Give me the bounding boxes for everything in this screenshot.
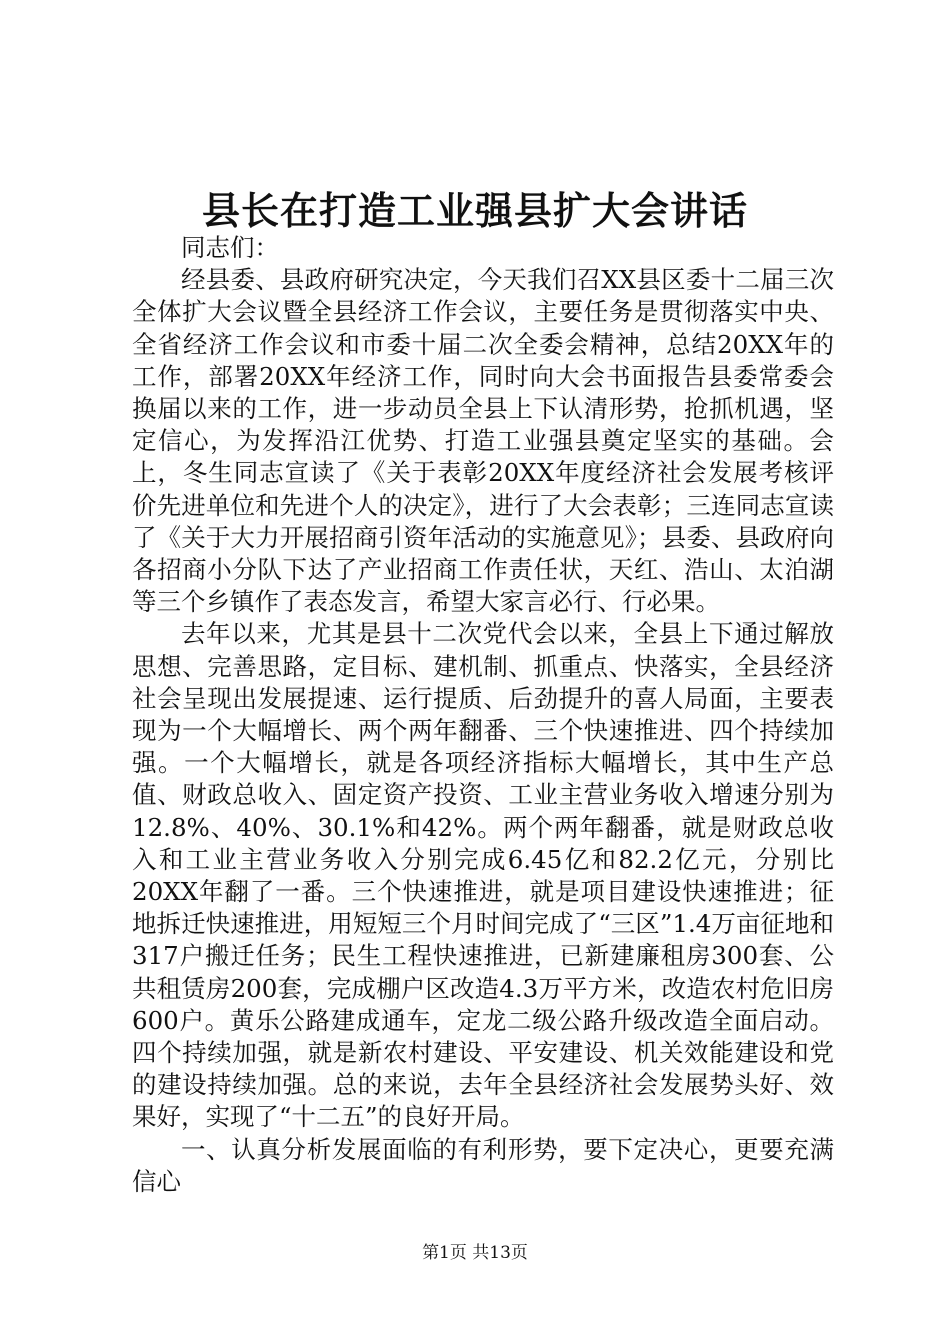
paragraph-2: 去年以来，尤其是县十二次党代会以来，全县上下通过解放思想、完善思路，定目标、建机制、抓重点、快落实，全县经济社会呈现出发展提速、运行提质、后劲提升的喜人局面，主要表现为一个大幅增长、两个两年翻番、三个快速推进、四个持续加强。一个大幅增长，就是各项经济指标大幅增长，其中生产总值、财政总收入、固定资产投资、工业主营业务收入增速分别为12.8%、40%、30.1%和42%。两个两年翻番，就是财政总收入和工业主营业务收入分别完成6.45亿和82.2亿元，分别比20XX年翻了一番。三个快速推进，就是项目建设快速推进；征地拆迁快速推进，用短短三个月时间完成了“三区”1.4万亩征地和317户搬迁任务；民生工程快速推进，已新建廉租房300套、公共租赁房200套，完成棚户区改造4.3万平方米，改造农村危旧房600户。黄乐公路建成通车，定龙二级公路升级改造全面启动。四个持续加强，就是新农村建设、平安建设、机关效能建设和党的建设持续加强。总的来说，去年全县经济社会发展势头好、效果好，实现了“十二五”的良好开局。	[132, 619, 834, 1132]
page-footer: 第1页 共13页	[422, 1243, 528, 1263]
document-title: 县长在打造工业强县扩大会讲话	[201, 188, 748, 233]
section-heading-1: 一、认真分析发展面临的有利形势，要下定决心，更要充满信心	[132, 1134, 834, 1196]
paragraph-1: 经县委、县政府研究决定，今天我们召XX县区委十二届三次全体扩大会议暨全县经济工作会议，主要任务是贯彻落实中央、全省经济工作会议和市委十届二次全委会精神，总结20XX年的工作，部署20XX年经济工作，同时向大会书面报告县委常委会换届以来的工作，进一步动员全县上下认清形势，抢抓机遇，坚定信心，为发挥沿江优势、打造工业强县奠定坚实的基础。会上，冬生同志宣读了《关于表彰20XX年度经济社会发展考核评价先进单位和先进个人的决定》，进行了大会表彰；三连同志宣读了《关于大力开展招商引资年活动的实施意见》；县委、县政府向各招商小分队下达了产业招商工作责任状，天红、浩山、太泊湖等三个乡镇作了表态发言，希望大家言必行、行必果。	[132, 265, 834, 617]
salutation: 同志们：	[181, 233, 279, 262]
document-body	[132, 232, 834, 1198]
